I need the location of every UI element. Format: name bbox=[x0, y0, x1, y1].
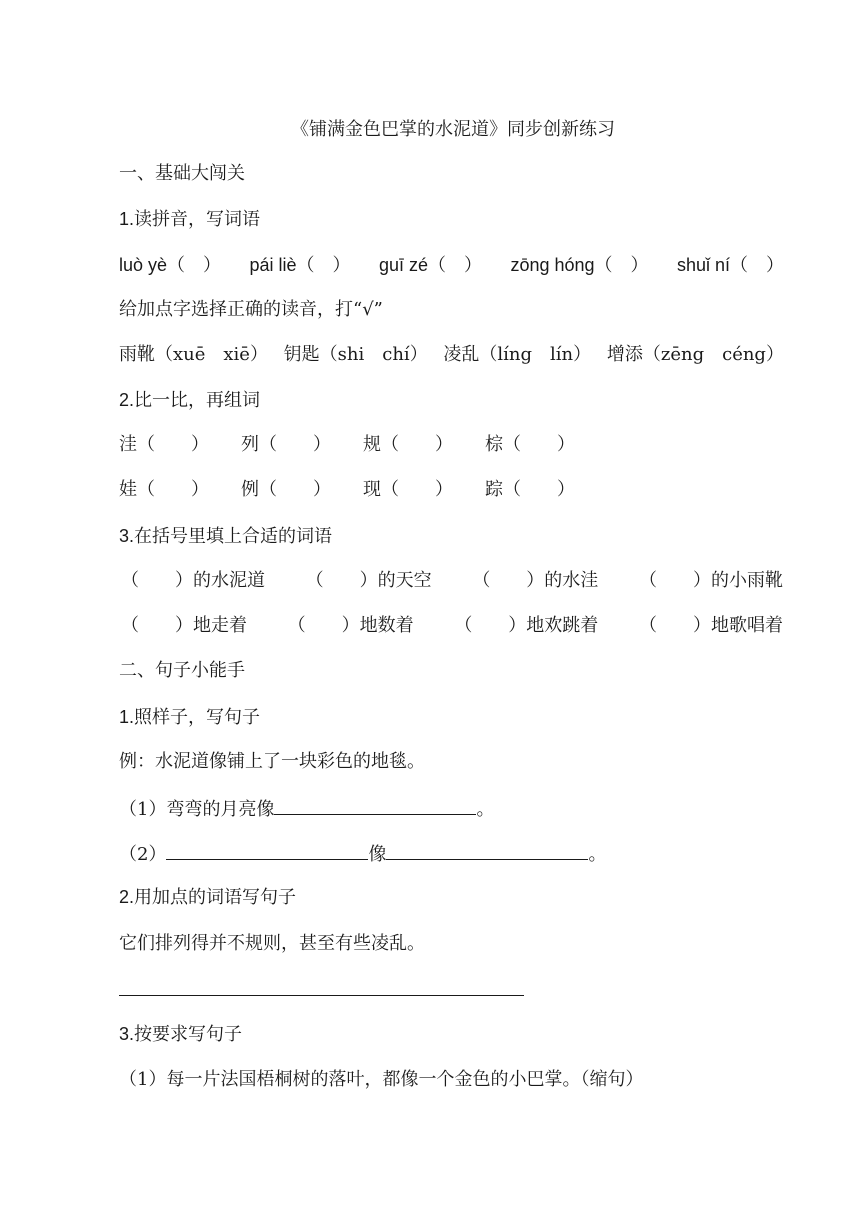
page-title: 《铺满金色巴掌的水泥道》同步创新练习 bbox=[291, 119, 615, 140]
compare-item: 洼（ ） bbox=[119, 434, 209, 455]
simile-item-1 bbox=[119, 794, 784, 822]
answer-blank[interactable] bbox=[386, 839, 588, 860]
simile-item-2-prefix: （2） bbox=[119, 844, 167, 865]
compare-item: 现（ ） bbox=[363, 479, 453, 500]
simile-item-2-suffix: 。 bbox=[588, 844, 607, 865]
simile-item-1-suffix: 。 bbox=[476, 799, 495, 820]
pinyin-item: pái liè（ ） bbox=[249, 255, 351, 275]
given-sentence: 它们排列得并不规则，甚至有些凌乱。 bbox=[119, 933, 425, 954]
compare-item: 棕（ ） bbox=[485, 434, 575, 455]
simile-item-2 bbox=[119, 839, 784, 867]
compare-item: 列（ ） bbox=[241, 434, 331, 455]
q1-heading-text: 1.读拼音，写词语 bbox=[119, 209, 261, 229]
q3-heading bbox=[119, 522, 784, 550]
fill-item: （ ）地走着 bbox=[121, 615, 247, 636]
s2-q3-heading-text: 3.按要求写句子 bbox=[119, 1024, 243, 1044]
answer-line[interactable] bbox=[119, 995, 524, 996]
fill-item: （ ）地数着 bbox=[287, 615, 414, 636]
fill-item: （ ）地歌唱着 bbox=[638, 615, 783, 636]
section2-heading: 二、句子小能手 bbox=[119, 660, 245, 681]
fill-item: （ ）的水泥道 bbox=[121, 570, 265, 591]
reading-choice: 钥匙（shi chí） bbox=[283, 344, 428, 365]
reading-choice: 雨靴（xuē xiē） bbox=[119, 344, 268, 365]
s2-q3-heading bbox=[119, 1020, 784, 1048]
s2-q1-heading-text: 1.照样子，写句子 bbox=[119, 707, 261, 727]
s2-q2-heading-text: 2.用加点的词语写句子 bbox=[119, 887, 297, 907]
q2-heading-text: 2.比一比，再组词 bbox=[119, 390, 261, 410]
simile-item-1-prefix: （1）弯弯的月亮像 bbox=[119, 799, 275, 820]
reading-choice-row bbox=[119, 341, 784, 369]
s2-q1-heading bbox=[119, 703, 784, 731]
pinyin-item: guī zé（ ） bbox=[378, 255, 482, 275]
section1-heading: 一、基础大闯关 bbox=[119, 163, 245, 184]
compare-row-2 bbox=[119, 476, 784, 504]
q2-heading bbox=[119, 386, 784, 414]
fill-item: （ ）的小雨靴 bbox=[638, 570, 783, 591]
compare-item: 例（ ） bbox=[241, 479, 331, 500]
answer-blank[interactable] bbox=[166, 839, 368, 860]
pinyin-item: shuǐ ní（ ） bbox=[676, 255, 784, 275]
pinyin-item: zōng hóng（ ） bbox=[510, 255, 649, 275]
fill-row-2 bbox=[121, 612, 783, 640]
compare-row-1 bbox=[119, 431, 784, 459]
compare-item: 规（ ） bbox=[363, 434, 453, 455]
pinyin-row bbox=[119, 251, 784, 279]
s2-q2-heading bbox=[119, 883, 784, 911]
compare-item: 踪（ ） bbox=[485, 479, 575, 500]
fill-item: （ ）的水洼 bbox=[472, 570, 599, 591]
reading-choice: 凌乱（líng lín） bbox=[443, 344, 592, 365]
pinyin-item: luò yè（ ） bbox=[119, 255, 222, 275]
q3-heading-text: 3.在括号里填上合适的词语 bbox=[119, 526, 333, 546]
fill-item: （ ）的天空 bbox=[305, 570, 432, 591]
simile-item-2-middle: 像 bbox=[368, 844, 387, 865]
fill-row-1 bbox=[121, 567, 783, 595]
q1-heading bbox=[119, 205, 784, 233]
reading-choice: 增添（zēng céng） bbox=[606, 344, 784, 365]
condense-item-1: （1）每一片法国梧桐树的落叶，都像一个金色的小巴掌。（缩句） bbox=[119, 1069, 644, 1090]
answer-blank[interactable] bbox=[274, 794, 476, 815]
fill-item: （ ）地欢跳着 bbox=[454, 615, 599, 636]
compare-item: 娃（ ） bbox=[119, 479, 209, 500]
example-sentence: 例：水泥道像铺上了一块彩色的地毯。 bbox=[119, 751, 425, 772]
q1-instruction: 给加点字选择正确的读音，打“√” bbox=[119, 299, 383, 320]
